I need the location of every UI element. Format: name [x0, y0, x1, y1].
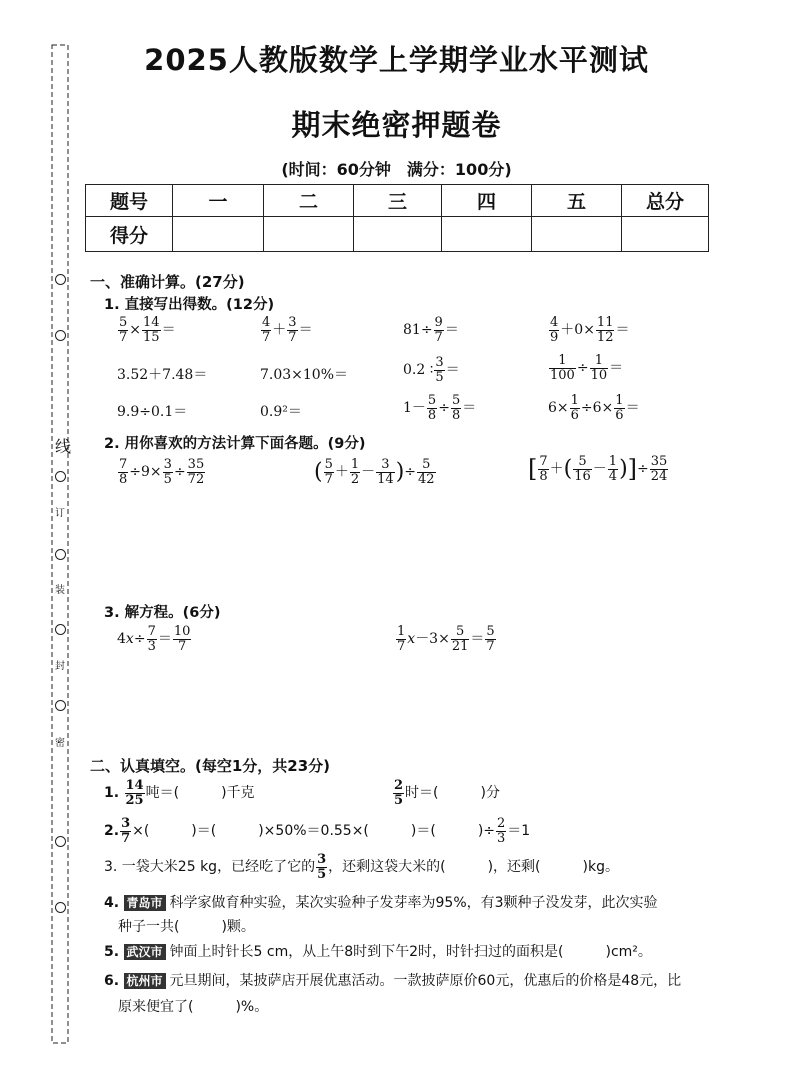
score-row-label: 得分: [86, 217, 173, 252]
score-input-cell[interactable]: [173, 217, 264, 252]
margin-circle: [55, 274, 66, 285]
fill-q4-cont: 种子一共( )颗。: [118, 919, 255, 935]
margin-label-seal: 封: [55, 661, 65, 672]
section1-q1-title: 1. 直接写出得数。(12分): [104, 297, 275, 313]
calc-item: 1－ $\frac{5}{8}$ ÷ $\frac{5}{8}$ ＝: [403, 393, 477, 423]
score-header-cell: 二: [264, 185, 354, 217]
equation-item: 4x÷ $\frac{7}{3}$ ＝ $\frac{10}{7}$: [117, 624, 191, 654]
section1-title: 一、准确计算。(27分): [90, 273, 245, 291]
calc-item-text: 0.2 ∶: [403, 362, 434, 379]
score-input-cell[interactable]: [442, 217, 532, 252]
fill-q4-line1: 科学家做育种实验，某次实验种子发芽率为95%，有3颗种子没发芽，此次实验: [169, 895, 658, 911]
margin-label-staple: 订: [55, 508, 65, 519]
margin-circle: [55, 902, 66, 913]
score-header-cell: 一: [173, 185, 264, 217]
fill-q3-text: 3. 一袋大米25 kg，已经吃了它的: [104, 859, 316, 876]
calc-item: $\frac{4}{9}$ ＋0× $\frac{11}{12}$ ＝: [550, 315, 630, 345]
calc-item: 6× $\frac{1}{6}$ ÷6× $\frac{1}{6}$ ＝: [548, 393, 640, 423]
calc-item: ( $\frac{5}{7}$ ＋ $\frac{1}{2}$ － $\frac{3}{14}$ )÷ $\frac{5}{42}$: [314, 457, 435, 487]
fill-q6-line1: 元旦期间，某披萨店开展优惠活动。一款披萨原价60元，优惠后的价格是48元，比: [169, 973, 682, 989]
binding-margin: [51, 44, 72, 1044]
city-tag: 杭州市: [124, 973, 166, 989]
calc-item: 81÷ $\frac{9}{7}$ ＝: [403, 315, 459, 345]
section1-q2-title: 2. 用你喜欢的方法计算下面各题。(9分): [104, 436, 366, 452]
score-table-score-row: [86, 217, 709, 252]
calc-item: 9.9÷0.1＝: [117, 404, 188, 420]
fill-q1a: 1. $\frac{14}{25}$ 吨＝( )千克: [104, 778, 255, 808]
score-table-header-row: [86, 185, 709, 217]
score-input-cell[interactable]: [264, 217, 354, 252]
margin-label-secret: 密: [55, 738, 65, 749]
margin-label-line: 线: [55, 437, 72, 456]
calc-item: 3.52＋7.48＝: [117, 367, 208, 383]
margin-circle: [55, 549, 66, 560]
score-input-cell[interactable]: [354, 217, 442, 252]
margin-circle: [55, 836, 66, 847]
fill-q1b: $\frac{2}{5}$ 时＝( )分: [394, 778, 500, 808]
fill-q5: 5. 武汉市 钟面上时针长5 cm，从上午8时到下午2时，时针扫过的面积是( )cm²。: [104, 944, 652, 960]
exam-subtitle-title: 期末绝密押题卷: [291, 108, 502, 142]
calc-item: $\frac{5}{7}$ × $\frac{14}{15}$ ＝: [119, 315, 176, 345]
fill-q3-text2: ，还剩这袋大米的( )，还剩( )kg。: [328, 859, 619, 876]
fill-q4: 4. 青岛市 科学家做育种实验，某次实验种子发芽率为95%，有3颗种子没发芽，此次实验: [104, 895, 658, 911]
section1-q3-title: 3. 解方程。(6分): [104, 605, 221, 621]
margin-circle: [55, 471, 66, 482]
fill-q6-cont: 原来便宜了( )%。: [118, 999, 269, 1015]
margin-circle: [55, 700, 66, 711]
calc-item: [ $\frac{7}{8}$ ＋( $\frac{5}{16}$ － $\frac{1}{4}$ )]÷ $\frac{35}{24}$: [528, 454, 668, 484]
fill-q2-end: ＝1: [507, 823, 531, 840]
section2-title: 二、认真填空。(每空1分，共23分): [90, 757, 331, 775]
city-tag: 武汉市: [124, 944, 166, 960]
score-header-cell: 题号: [86, 185, 173, 217]
score-header-cell: 三: [354, 185, 442, 217]
fill-q2-text: ×( )＝( )×50%＝0.55×( )＝( )÷: [132, 823, 496, 840]
exam-time-score: (时间：60分钟 满分：100分): [281, 160, 512, 179]
calc-item: $\frac{4}{7}$ ＋ $\frac{3}{7}$ ＝: [262, 315, 313, 345]
score-table: [85, 184, 709, 252]
city-tag: 青岛市: [124, 895, 166, 911]
score-header-cell: 五: [532, 185, 622, 217]
fill-q1a-text: 吨＝( )千克: [145, 785, 255, 802]
margin-circle: [55, 624, 66, 635]
score-header-cell: 总分: [622, 185, 709, 217]
equation-item: $\frac{1}{7}$ x－3× $\frac{5}{21}$ ＝ $\frac{5}{7}$: [397, 624, 495, 654]
margin-label-bind: 装: [55, 585, 65, 596]
fill-q1b-text: 时＝( )分: [405, 785, 500, 802]
score-input-cell[interactable]: [532, 217, 622, 252]
score-input-cell[interactable]: [622, 217, 709, 252]
margin-circle: [55, 330, 66, 341]
binding-margin-border: [51, 44, 72, 1044]
fill-q2: 2. $\frac{3}{7}$ ×( )＝( )×50%＝0.55×( )＝( )÷ $\frac{2}{3}$ ＝1: [104, 816, 531, 846]
fill-q3: 3. 一袋大米25 kg，已经吃了它的 $\frac{3}{5}$ ，还剩这袋大米的( )，还剩( )kg。: [104, 852, 619, 882]
calc-item: 0.9²＝: [260, 404, 302, 420]
calc-item: $\frac{1}{100}$ ÷ $\frac{1}{10}$ ＝: [550, 353, 624, 383]
score-header-cell: 四: [442, 185, 532, 217]
calc-item: 7.03×10%＝: [260, 367, 349, 383]
calc-item: $\frac{7}{8}$ ÷9× $\frac{3}{5}$ ÷ $\frac{35}{72}$: [119, 457, 205, 487]
fill-q5-text: 钟面上时针长5 cm，从上午8时到下午2时，时针扫过的面积是( )cm²。: [169, 944, 652, 960]
exam-title: 2025人教版数学上学期学业水平测试: [144, 43, 649, 77]
fill-q6: 6. 杭州市 元旦期间，某披萨店开展优惠活动。一款披萨原价60元，优惠后的价格是48元，比: [104, 973, 682, 989]
calc-item: 0.2 ∶ $\frac{3}{5}$ ＝: [403, 355, 460, 385]
